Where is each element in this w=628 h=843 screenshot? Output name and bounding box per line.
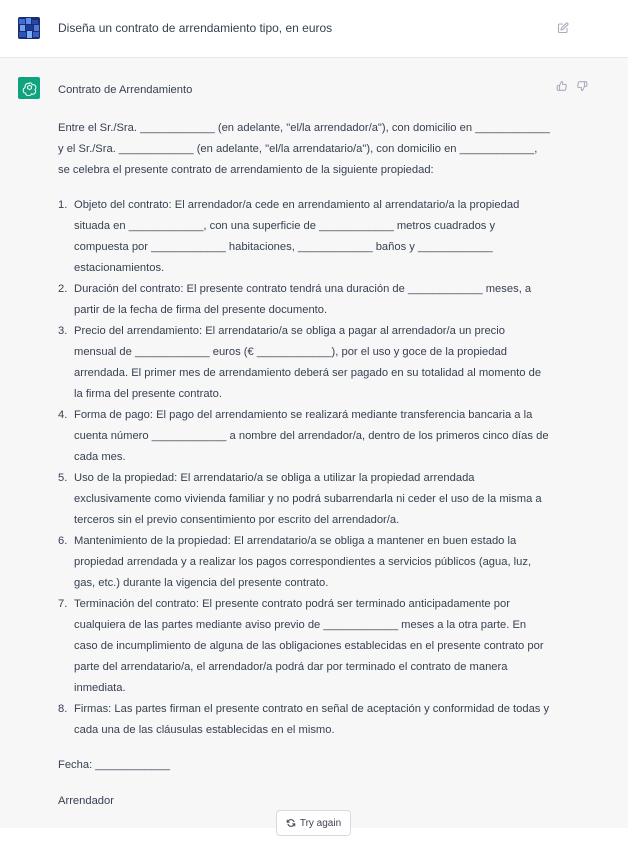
- list-item: [58, 699, 550, 741]
- clause-number: 6.: [58, 535, 68, 547]
- try-again-label: Try again: [299, 817, 342, 829]
- contract-title: Contrato de Arrendamiento: [58, 84, 193, 96]
- refresh-icon: [286, 818, 296, 828]
- feedback-buttons: [556, 79, 588, 91]
- clause-text: Duración del contrato: El presente contrato tendrá una duración de ____________ meses, a partir de la fecha de firma del presente documento.: [74, 283, 532, 316]
- clause-number: 1.: [58, 199, 68, 211]
- clause-text: Firmas: Las partes firman el presente contrato en señal de aceptación y conformidad de todas y cada una de las cláusulas establecidas en el mismo.: [74, 703, 550, 736]
- edit-icon[interactable]: [557, 21, 569, 33]
- contract-signature-arrendador: Arrendador: [58, 795, 114, 807]
- list-item: [58, 468, 550, 531]
- list-item: [58, 279, 550, 321]
- assistant-message-row: [0, 58, 628, 828]
- clause-text: Terminación del contrato: El presente contrato podrá ser terminado anticipadamente por cualquiera de las partes mediante aviso previo de ____________ meses a la otra parte. En caso de incumplimiento de alguna de las obligaciones establecidas en el presente contrato por parte del arrendatario/a, el arrendador/a podrá dar por terminado el contrato de manera inmediata.: [74, 598, 544, 694]
- list-item: [58, 195, 550, 279]
- try-again-button[interactable]: [276, 810, 351, 836]
- list-item: [58, 594, 550, 699]
- clause-number: 3.: [58, 325, 68, 337]
- clause-text: Objeto del contrato: El arrendador/a cede en arrendamiento al arrendatario/a la propiedad situada en ____________, con una superficie de ____________ metros cuadrados y compuesta por ____________ habitaciones, ____________ baños y ____________ estacionamientos.: [74, 199, 520, 274]
- thumbs-up-icon[interactable]: [556, 79, 568, 91]
- clause-number: 5.: [58, 472, 68, 484]
- chatgpt-logo-icon: [18, 77, 40, 99]
- user-message-row: [0, 0, 628, 58]
- clause-text: Precio del arrendamiento: El arrendatario/a se obliga a pagar al arrendador/a un precio mensual de ____________ euros (€ ____________), por el uso y goce de la propiedad arrendada. El primer mes de arrendamiento deberá ser pagado en su totalidad al momento de la firma del presente contrato.: [74, 325, 542, 400]
- user-message-text: Diseña un contrato de arrendamiento tipo, en euros: [58, 21, 333, 35]
- contract-clauses-list: [58, 195, 550, 741]
- thumbs-down-icon[interactable]: [576, 79, 588, 91]
- contract-intro: Entre el Sr./Sra. ____________ (en adelante, "el/la arrendador/a"), con domicilio en ____________ y el Sr./Sra. ____________ (en adelante, "el/la arrendatario/a"), con domicilio en ____________, se celebra el presente contrato de arrendamiento de la siguiente propiedad:: [58, 122, 550, 176]
- list-item: [58, 531, 550, 594]
- clause-number: 7.: [58, 598, 68, 610]
- clause-number: 8.: [58, 703, 68, 715]
- list-item: [58, 405, 550, 468]
- list-item: [58, 321, 550, 405]
- clause-number: 4.: [58, 409, 68, 421]
- assistant-message-content: [58, 80, 550, 812]
- clause-text: Mantenimiento de la propiedad: El arrendatario/a se obliga a mantener en buen estado la propiedad arrendada y a realizar los pagos correspondientes a servicios públicos (agua, luz, gas, etc.) durante la vigencia del presente contrato.: [74, 535, 532, 589]
- user-avatar-icon: [18, 17, 40, 39]
- contract-date-line: Fecha: ____________: [58, 759, 170, 771]
- clause-text: Forma de pago: El pago del arrendamiento se realizará mediante transferencia bancaria a la cuenta número ____________ a nombre del arrendador/a, dentro de los primeros cinco días de cada mes.: [74, 409, 549, 463]
- clause-number: 2.: [58, 283, 68, 295]
- clause-text: Uso de la propiedad: El arrendatario/a se obliga a utilizar la propiedad arrendada exclusivamente como vivienda familiar y no podrá subarrendarla ni ceder el uso de la misma a terceros sin el previo consentimiento por escrito del arrendador/a.: [74, 472, 542, 526]
